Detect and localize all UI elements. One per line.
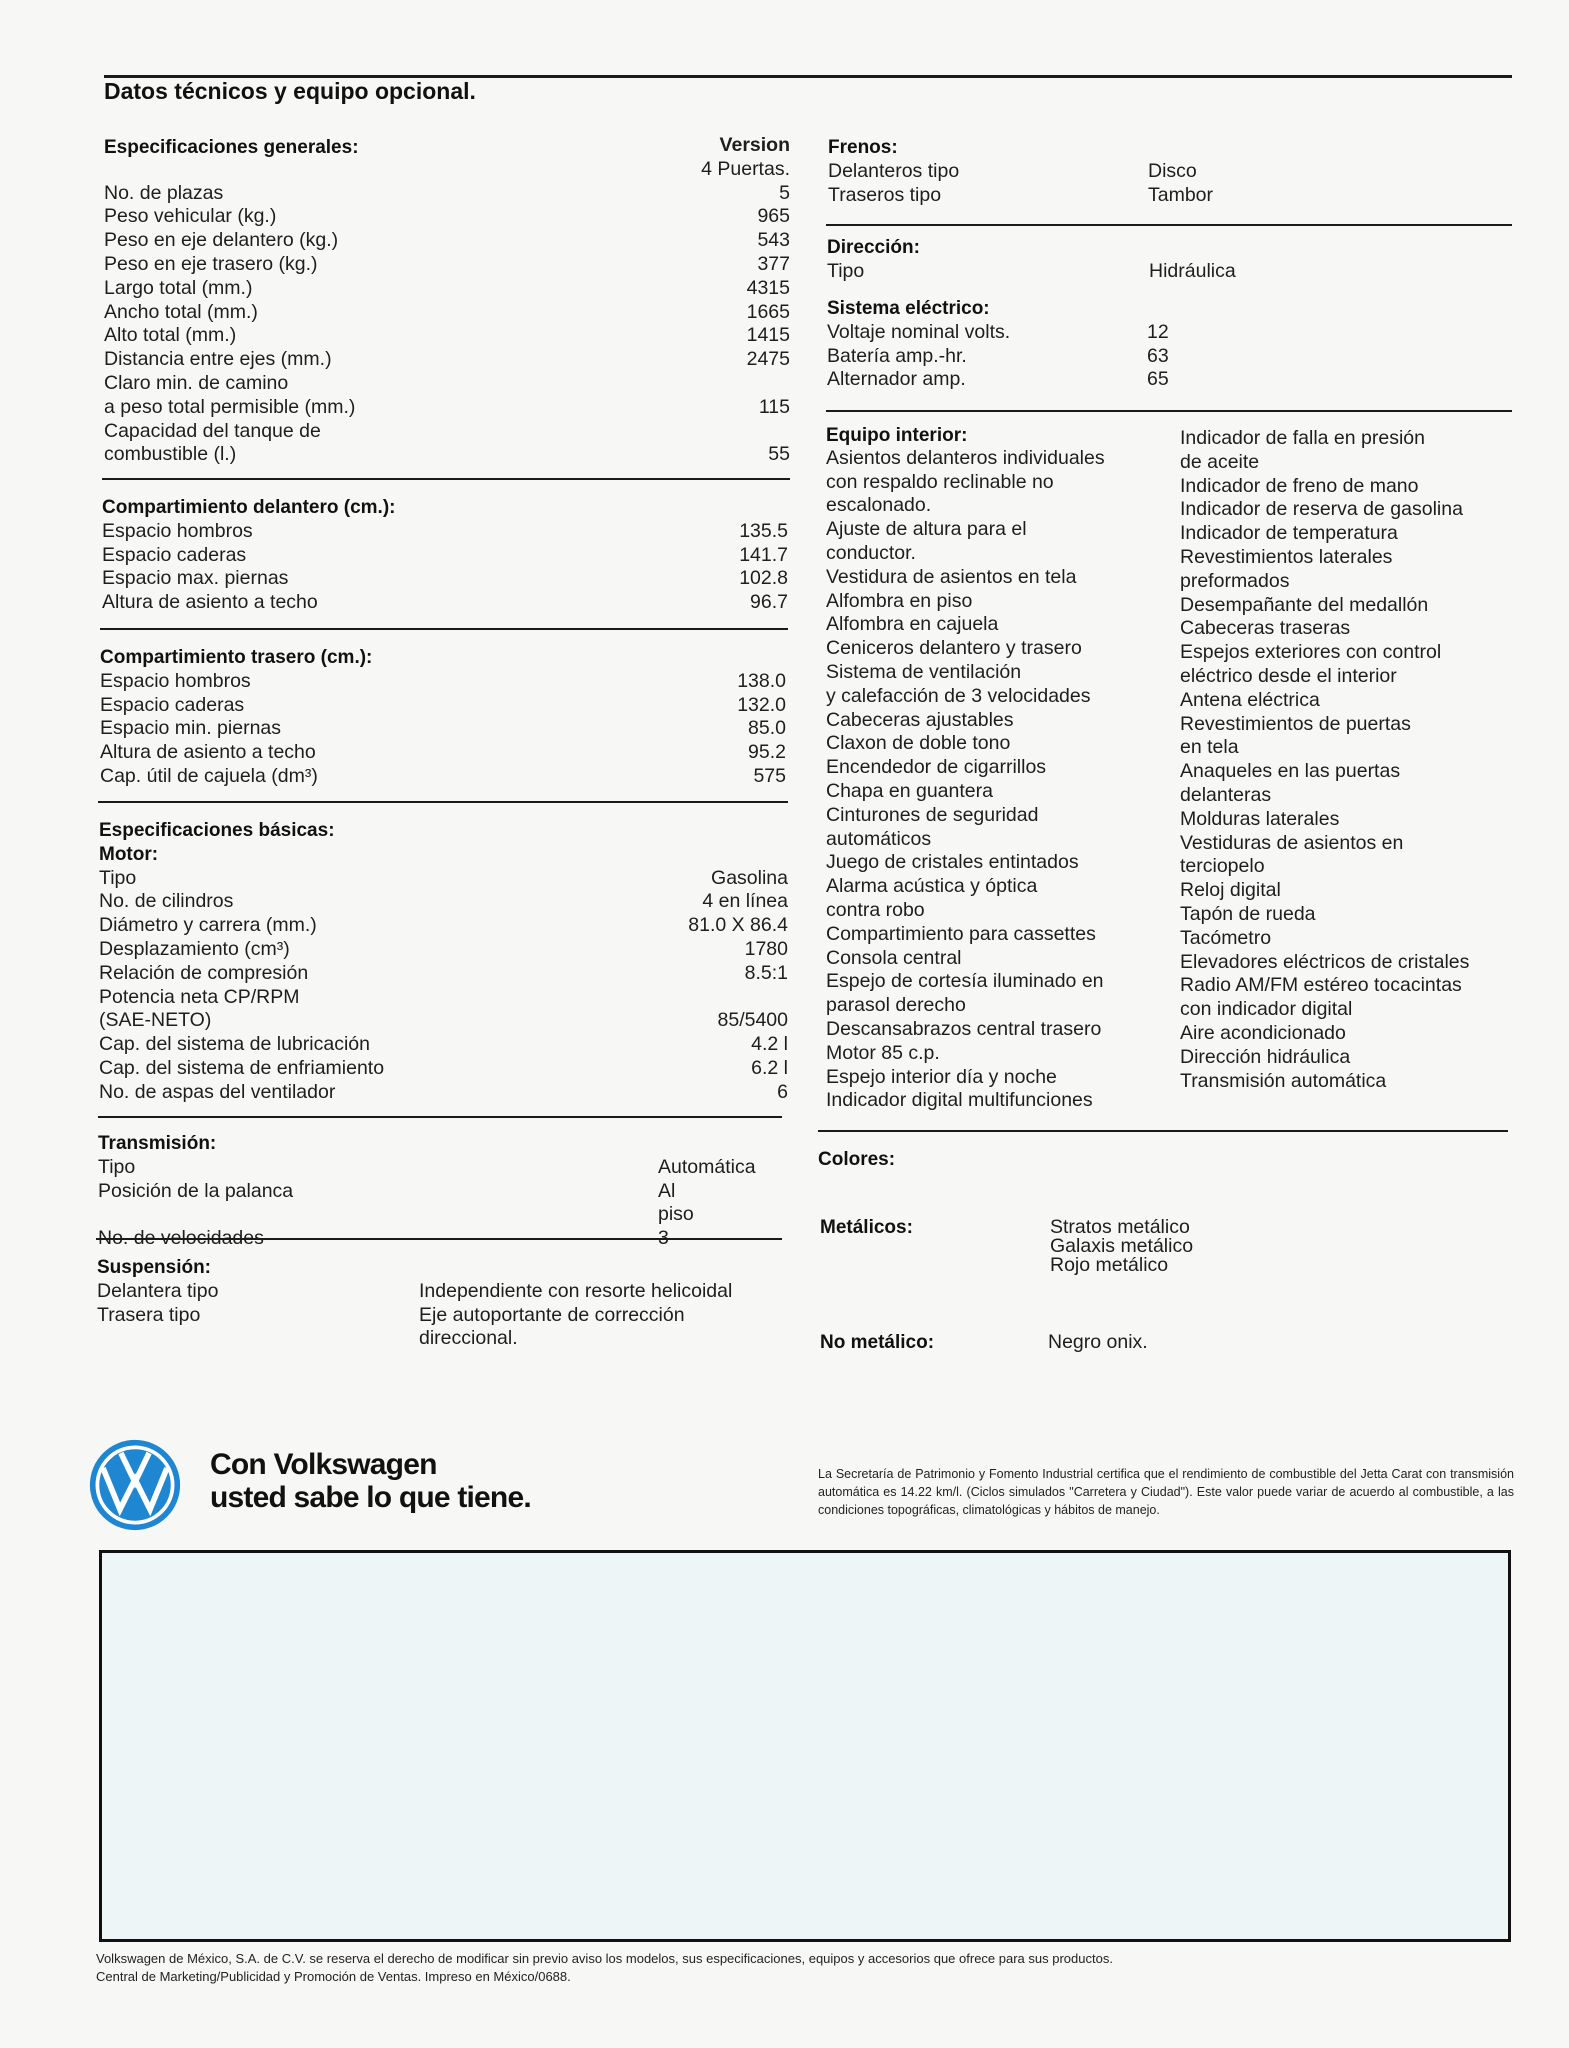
electrical (827, 297, 1507, 392)
colors (818, 1148, 1508, 1172)
suspension-front-value: Independiente con resorte helicoidal (419, 1279, 733, 1302)
list-item: Radio AM/FM estéreo tocacintas (1180, 974, 1462, 997)
spec-value: 102.8 (739, 567, 788, 590)
spec-label: Potencia neta CP/RPM (99, 985, 300, 1008)
spec-row (828, 160, 1508, 184)
list-item: Rojo metálico (1050, 1254, 1169, 1276)
spec-label: Cap. útil de cajuela (dm³) (100, 764, 318, 787)
spec-value: 4315 (746, 276, 790, 299)
list-item: Vestidura de asientos en tela (826, 565, 1077, 588)
spec-label: Relación de compresión (99, 961, 309, 984)
list-item: Indicador de freno de mano (1180, 474, 1419, 497)
spec-value: 4.2 l (751, 1033, 788, 1056)
spec-row (104, 229, 790, 253)
list-item: conductor. (826, 541, 916, 564)
spec-label: Ancho total (mm.) (104, 300, 258, 323)
spec-label: Peso vehicular (kg.) (104, 205, 277, 228)
spec-row (104, 205, 790, 229)
spec-label: combustible (l.) (104, 443, 237, 466)
spec-label: Altura de asiento a techo (102, 591, 318, 614)
spec-label: Claro min. de camino (104, 371, 289, 394)
list-item: Ajuste de altura para el (826, 518, 1027, 541)
spec-label: Espacio hombros (102, 519, 253, 542)
nonmetallic-value: Negro onix. (1048, 1331, 1148, 1353)
spec-label: Voltaje nominal volts. (827, 320, 1011, 343)
spec-row (100, 741, 786, 765)
spec-label: Espacio hombros (100, 669, 251, 692)
list-item: Claxon de doble tono (826, 732, 1011, 755)
list-item: Antena eléctrica (1180, 688, 1320, 711)
dealer-stamp-box (99, 1550, 1511, 1942)
list-item: parasol derecho (826, 994, 966, 1017)
brakes (828, 136, 1508, 207)
spec-value: 377 (757, 252, 790, 275)
spec-label: Diámetro y carrera (mm.) (99, 914, 317, 937)
list-item: Indicador de falla en presión (1180, 427, 1425, 449)
page-title: Datos técnicos y equipo opcional. (104, 78, 476, 104)
spec-row (99, 914, 788, 938)
version-value: 4 Puertas. (701, 157, 790, 180)
spec-label: a peso total permisible (mm.) (104, 395, 356, 418)
list-item: Motor 85 c.p. (826, 1041, 940, 1064)
spec-value: 138.0 (737, 669, 786, 692)
spec-row (99, 962, 788, 986)
spec-row (99, 1009, 788, 1033)
spec-value: 96.7 (750, 591, 788, 614)
spec-value: 6 (777, 1080, 788, 1103)
list-item: con respaldo reclinable no (826, 470, 1054, 493)
brakes-heading: Frenos: (828, 137, 898, 158)
spec-value: 135.5 (739, 519, 788, 542)
metallic-list (1050, 1218, 1193, 1275)
spec-row (827, 260, 1507, 284)
motor-heading: Motor: (99, 843, 159, 865)
list-item: Tacómetro (1180, 926, 1272, 949)
general-specs (104, 134, 790, 467)
divider (98, 801, 788, 803)
spec-value: Hidráulica (1149, 259, 1236, 282)
spec-label: Tipo (98, 1155, 136, 1178)
spec-value: 575 (753, 764, 786, 787)
spec-value: 115 (758, 395, 790, 418)
list-item: y calefacción de 3 velocidades (826, 684, 1091, 707)
list-item: Juego de cristales entintados (826, 851, 1079, 874)
spec-value: 65 (1147, 368, 1169, 391)
spec-row (98, 1179, 694, 1228)
spec-label: Distancia entre ejes (mm.) (104, 348, 332, 371)
list-item: Elevadores eléctricos de cristales (1180, 950, 1470, 973)
spec-row (827, 345, 1507, 369)
list-item: Desempañante del medallón (1180, 593, 1429, 616)
spec-row (100, 694, 786, 718)
list-item: contra robo (826, 898, 925, 921)
list-item: Indicador de temperatura (1180, 522, 1398, 545)
spec-label: Traseros tipo (828, 183, 942, 206)
spec-value: 95.2 (748, 741, 786, 764)
suspension-front-label: Delantera tipo (97, 1279, 219, 1302)
divider (818, 1130, 1508, 1132)
spec-row (102, 591, 788, 615)
footer (96, 1950, 1113, 1986)
suspension (97, 1256, 787, 1351)
brakes-list (828, 160, 1508, 208)
spec-value: 4 en línea (702, 890, 788, 913)
spec-value: 5 (779, 181, 790, 204)
list-item: Ceniceros delantero y trasero (826, 637, 1082, 660)
spec-label: Desplazamiento (cm³) (99, 937, 290, 960)
spec-label: Alternador amp. (827, 368, 966, 391)
list-item: Anaqueles en las puertas (1180, 760, 1401, 783)
footer-line-1: Volkswagen de México, S.A. de C.V. se reserva el derecho de modificar sin previo aviso los modelos, sus especificaciones, equipos y accesorios que ofrece para sus productos. (96, 1951, 1113, 1966)
list-item: Espejo de cortesía iluminado en (826, 970, 1104, 993)
divider (100, 628, 788, 630)
list-item: Stratos metálico (1050, 1216, 1190, 1238)
spec-value: 1780 (744, 937, 788, 960)
spec-row (99, 1033, 788, 1057)
spec-label: No. de aspas del ventilador (99, 1080, 336, 1103)
list-item: Cabeceras ajustables (826, 708, 1014, 731)
suspension-rear-value: Eje autoportante de corrección direccional. (419, 1303, 685, 1350)
spec-label: Peso en eje trasero (kg.) (104, 252, 318, 275)
spec-row (827, 368, 1507, 392)
front-compartment (102, 496, 788, 615)
suspension-rear-label: Trasera tipo (97, 1303, 201, 1326)
spec-label: Batería amp.-hr. (827, 344, 967, 367)
spec-row (100, 670, 786, 694)
spec-row (99, 1057, 788, 1081)
colors-heading: Colores: (818, 1149, 896, 1170)
list-item: Cinturones de seguridad (826, 803, 1039, 826)
spec-value: 1415 (746, 324, 790, 347)
spec-row (99, 867, 788, 891)
divider (826, 410, 1512, 412)
spec-row (104, 253, 790, 277)
spec-label: Cap. del sistema de lubricación (99, 1033, 370, 1056)
basic-specs (99, 819, 788, 1105)
spec-row (104, 396, 790, 420)
list-item: con indicador digital (1180, 998, 1353, 1021)
list-item: Aire acondicionado (1180, 1021, 1346, 1044)
transmission-heading: Transmisión: (98, 1133, 217, 1154)
spec-label: No. de cilindros (99, 890, 234, 913)
spec-value: 63 (1147, 344, 1169, 367)
spec-value: Tambor (1148, 183, 1214, 206)
divider (98, 1116, 782, 1118)
list-item: preformados (1180, 569, 1290, 592)
spec-label: Espacio min. piernas (100, 717, 282, 740)
spec-row (99, 890, 788, 914)
spec-value: 1665 (746, 300, 790, 323)
rear-compartment (100, 646, 786, 789)
interior-heading: Equipo interior: (826, 425, 968, 446)
interior-list-2 (1180, 427, 1510, 1093)
list-item: Encendedor de cigarrillos (826, 756, 1047, 779)
list-item: delanteras (1180, 783, 1272, 806)
list-item: Revestimientos laterales (1180, 545, 1393, 568)
spec-label: Alto total (mm.) (104, 324, 237, 347)
list-item: Dirección hidráulica (1180, 1045, 1351, 1068)
fuel-economy-note: La Secretaría de Patrimonio y Fomento Industrial certifica que el rendimiento de combustible del Jetta Carat con transmisión automática es 14.22 km/l. (Ciclos simulados "Carretera y Ciudad"). Este valor puede variar de acuerdo al combustible, a las condiciones topográficas, climatológicas y hábitos de manejo. (818, 1467, 1514, 1517)
spec-label: Cap. del sistema de enfriamiento (99, 1056, 385, 1079)
spec-value: 965 (757, 205, 790, 228)
spec-row (104, 182, 790, 206)
list-item: eléctrico desde el interior (1180, 664, 1397, 687)
list-item: Espejo interior día y noche (826, 1065, 1057, 1088)
volkswagen-logo (88, 1438, 182, 1532)
list-item: Molduras laterales (1180, 807, 1340, 830)
spec-row (100, 717, 786, 741)
spec-row (104, 277, 790, 301)
divider (102, 478, 790, 480)
list-item: Alfombra en cajuela (826, 613, 999, 636)
spec-row (104, 420, 790, 444)
spec-label: Delanteros tipo (828, 159, 960, 182)
list-item: Indicador digital multifunciones (826, 1089, 1093, 1112)
spec-value: 2475 (746, 348, 790, 371)
spec-label: Altura de asiento a techo (100, 741, 316, 764)
spec-value: 12 (1147, 320, 1169, 343)
divider (96, 1238, 782, 1240)
spec-row (102, 544, 788, 568)
general-specs-heading: Especificaciones generales: (104, 137, 359, 158)
spec-label: Espacio max. piernas (102, 567, 289, 590)
spec-label: (SAE-NETO) (99, 1009, 212, 1032)
front-compartment-list (102, 520, 788, 615)
spec-label: Espacio caderas (100, 693, 245, 716)
spec-value: Automática (658, 1155, 756, 1178)
spec-value: Disco (1148, 159, 1197, 182)
transmission (98, 1132, 756, 1251)
motor-specs-list (99, 867, 788, 1105)
steering-heading: Dirección: (827, 237, 920, 258)
spec-row (99, 1081, 788, 1105)
spec-row (98, 1155, 756, 1180)
list-item: terciopelo (1180, 855, 1265, 878)
spec-row (100, 765, 786, 789)
spec-label: Espacio caderas (102, 543, 247, 566)
electrical-heading: Sistema eléctrico: (827, 298, 990, 319)
list-item: Tapón de rueda (1180, 902, 1316, 925)
list-item: Revestimientos de puertas (1180, 712, 1411, 735)
list-item: Galaxis metálico (1050, 1235, 1194, 1257)
footer-line-2: Central de Marketing/Publicidad y Promoción de Ventas. Impreso en México/0688. (96, 1969, 571, 1984)
list-item: en tela (1180, 736, 1239, 759)
spec-label: Largo total (mm.) (104, 276, 253, 299)
spec-row (104, 372, 790, 396)
spec-label: Tipo (827, 259, 865, 282)
steering (827, 236, 1507, 284)
spec-value: 55 (768, 443, 790, 466)
spec-value: 85.0 (748, 717, 786, 740)
list-item: Espejos exteriores con control (1180, 641, 1442, 664)
metallic-colors (820, 1218, 1510, 1275)
spec-row (104, 324, 790, 348)
list-item: automáticos (826, 827, 932, 850)
spec-row (99, 986, 788, 1010)
spec-label: Capacidad del tanque de (104, 419, 321, 442)
version-label: Version (719, 134, 790, 156)
metallic-label: Metálicos: (820, 1217, 913, 1238)
list-item: Chapa en guantera (826, 779, 993, 802)
spec-value: 8.5:1 (744, 961, 788, 984)
electrical-list (827, 321, 1507, 392)
spec-row (827, 321, 1507, 345)
basic-specs-heading: Especificaciones básicas: (99, 820, 335, 841)
spec-row (104, 348, 790, 372)
brand-slogan: Con Volkswagen usted sabe lo que tiene. (210, 1448, 531, 1514)
spec-label: Tipo (99, 866, 137, 889)
spec-label: No. de velocidades (98, 1227, 264, 1250)
divider (826, 224, 1512, 226)
list-item: Compartimiento para cassettes (826, 922, 1096, 945)
spec-row (102, 567, 788, 591)
front-compartment-heading: Compartimiento delantero (cm.): (102, 497, 396, 518)
spec-label: Peso en eje delantero (kg.) (104, 229, 339, 252)
spec-label: Posición de la palanca (98, 1179, 294, 1202)
list-item: Alfombra en piso (826, 589, 973, 612)
spec-value: 85/5400 (717, 1009, 788, 1032)
spec-value: 3 (658, 1227, 669, 1250)
nonmetallic-label: No metálico: (820, 1332, 935, 1353)
spec-value: 132.0 (737, 693, 786, 716)
list-item: Sistema de ventilación (826, 660, 1022, 683)
spec-row (828, 184, 1508, 208)
spec-row (104, 443, 790, 467)
list-item: Vestiduras de asientos en (1180, 831, 1404, 854)
list-item: Alarma acústica y óptica (826, 875, 1038, 898)
general-specs-list (104, 182, 790, 468)
spec-value: 6.2 l (751, 1056, 788, 1079)
steering-list (827, 260, 1507, 284)
list-item: Transmisión automática (1180, 1069, 1387, 1092)
list-item: Indicador de reserva de gasolina (1180, 498, 1463, 521)
spec-row (99, 938, 788, 962)
spec-value: Al piso (658, 1179, 694, 1226)
list-item: Reloj digital (1180, 879, 1281, 902)
rear-compartment-heading: Compartimiento trasero (cm.): (100, 647, 373, 668)
list-item: Cabeceras traseras (1180, 617, 1351, 640)
spec-value: 81.0 X 86.4 (688, 914, 788, 937)
spec-row (102, 520, 788, 544)
list-item: Descansabrazos central trasero (826, 1017, 1102, 1040)
spec-value: Gasolina (711, 866, 788, 889)
rear-compartment-list (100, 670, 786, 789)
list-item: de aceite (1180, 450, 1260, 473)
spec-label: No. de plazas (104, 181, 224, 204)
list-item: Consola central (826, 946, 962, 969)
transmission-list (98, 1155, 756, 1251)
suspension-heading: Suspensión: (97, 1257, 212, 1278)
spec-row (104, 301, 790, 325)
list-item: Asientos delanteros individuales (826, 446, 1105, 469)
nonmetallic-colors (820, 1331, 1510, 1355)
spec-value: 141.7 (739, 543, 788, 566)
list-item: escalonado. (826, 494, 932, 517)
spec-value: 543 (757, 229, 790, 252)
